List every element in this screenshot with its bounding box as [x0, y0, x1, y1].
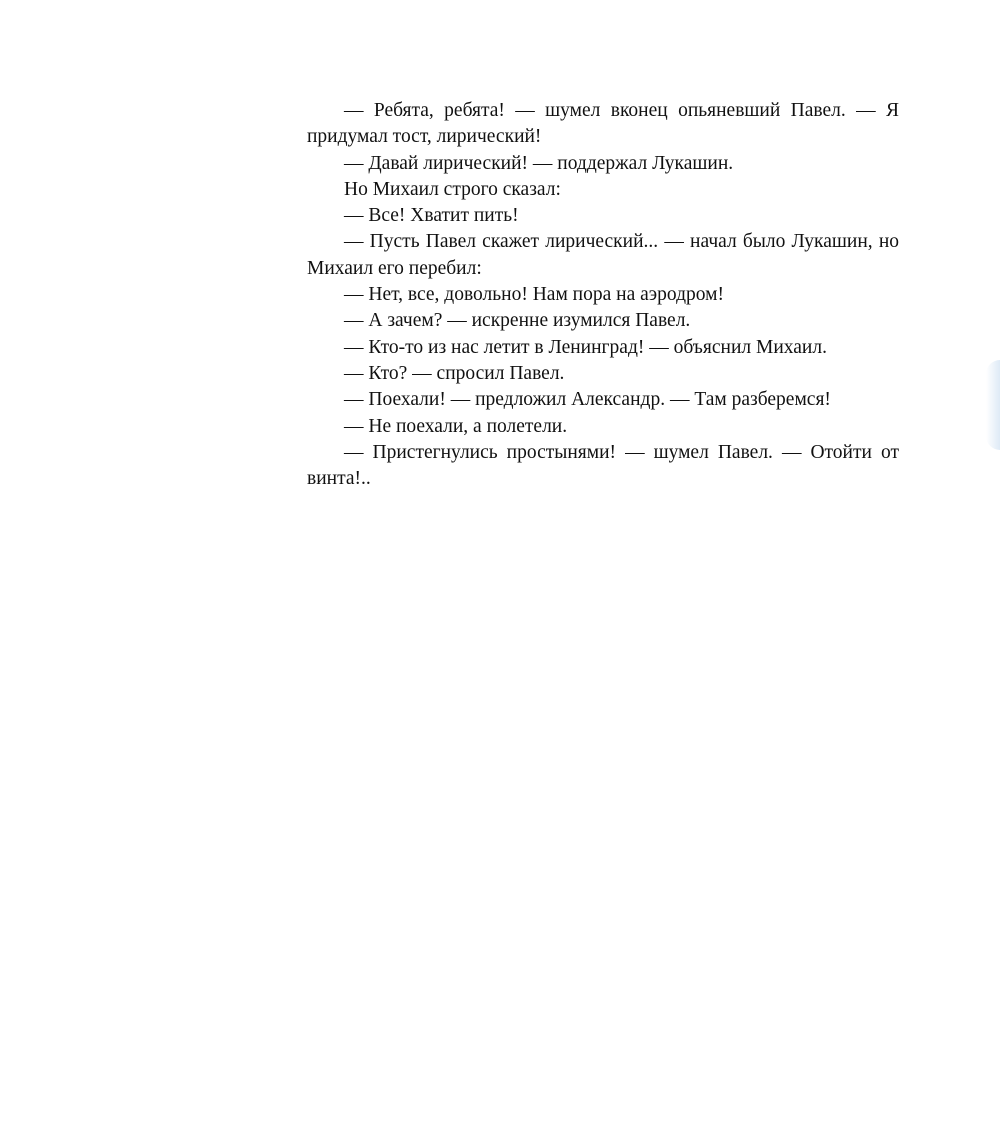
- paragraph: — Кто? — спросил Павел.: [344, 362, 565, 384]
- paragraph: — А зачем? — искренне изумился Павел.: [344, 310, 691, 332]
- body-text: [307, 98, 899, 492]
- paragraph: — Давай лирический! — поддержал Лукашин.: [344, 152, 734, 174]
- paragraph: — Ребята, ребята! — шумел вконец опьяневший Павел. — Я придумал тост, лирический!: [307, 100, 899, 148]
- paragraph: — Все! Хватит пить!: [344, 205, 519, 227]
- page-edge-shadow: [986, 360, 1000, 450]
- paragraph: — Пусть Павел скажет лирический... — начал было Лукашин, но Михаил его перебил:: [307, 231, 899, 279]
- paragraph: — Пристегнулись простынями! — шумел Павел. — Отойти от винта!..: [307, 441, 899, 490]
- paragraph: — Кто-то из нас летит в Ленинград! — объяснил Михаил.: [344, 336, 827, 358]
- paragraph: — Нет, все, довольно! Нам пора на аэродром!: [344, 284, 724, 306]
- paragraph: — Поехали! — предложил Александр. — Там разберемся!: [344, 389, 831, 411]
- paragraph: — Не поехали, а полетели.: [344, 415, 568, 437]
- paragraph: Но Михаил строго сказал:: [344, 178, 561, 200]
